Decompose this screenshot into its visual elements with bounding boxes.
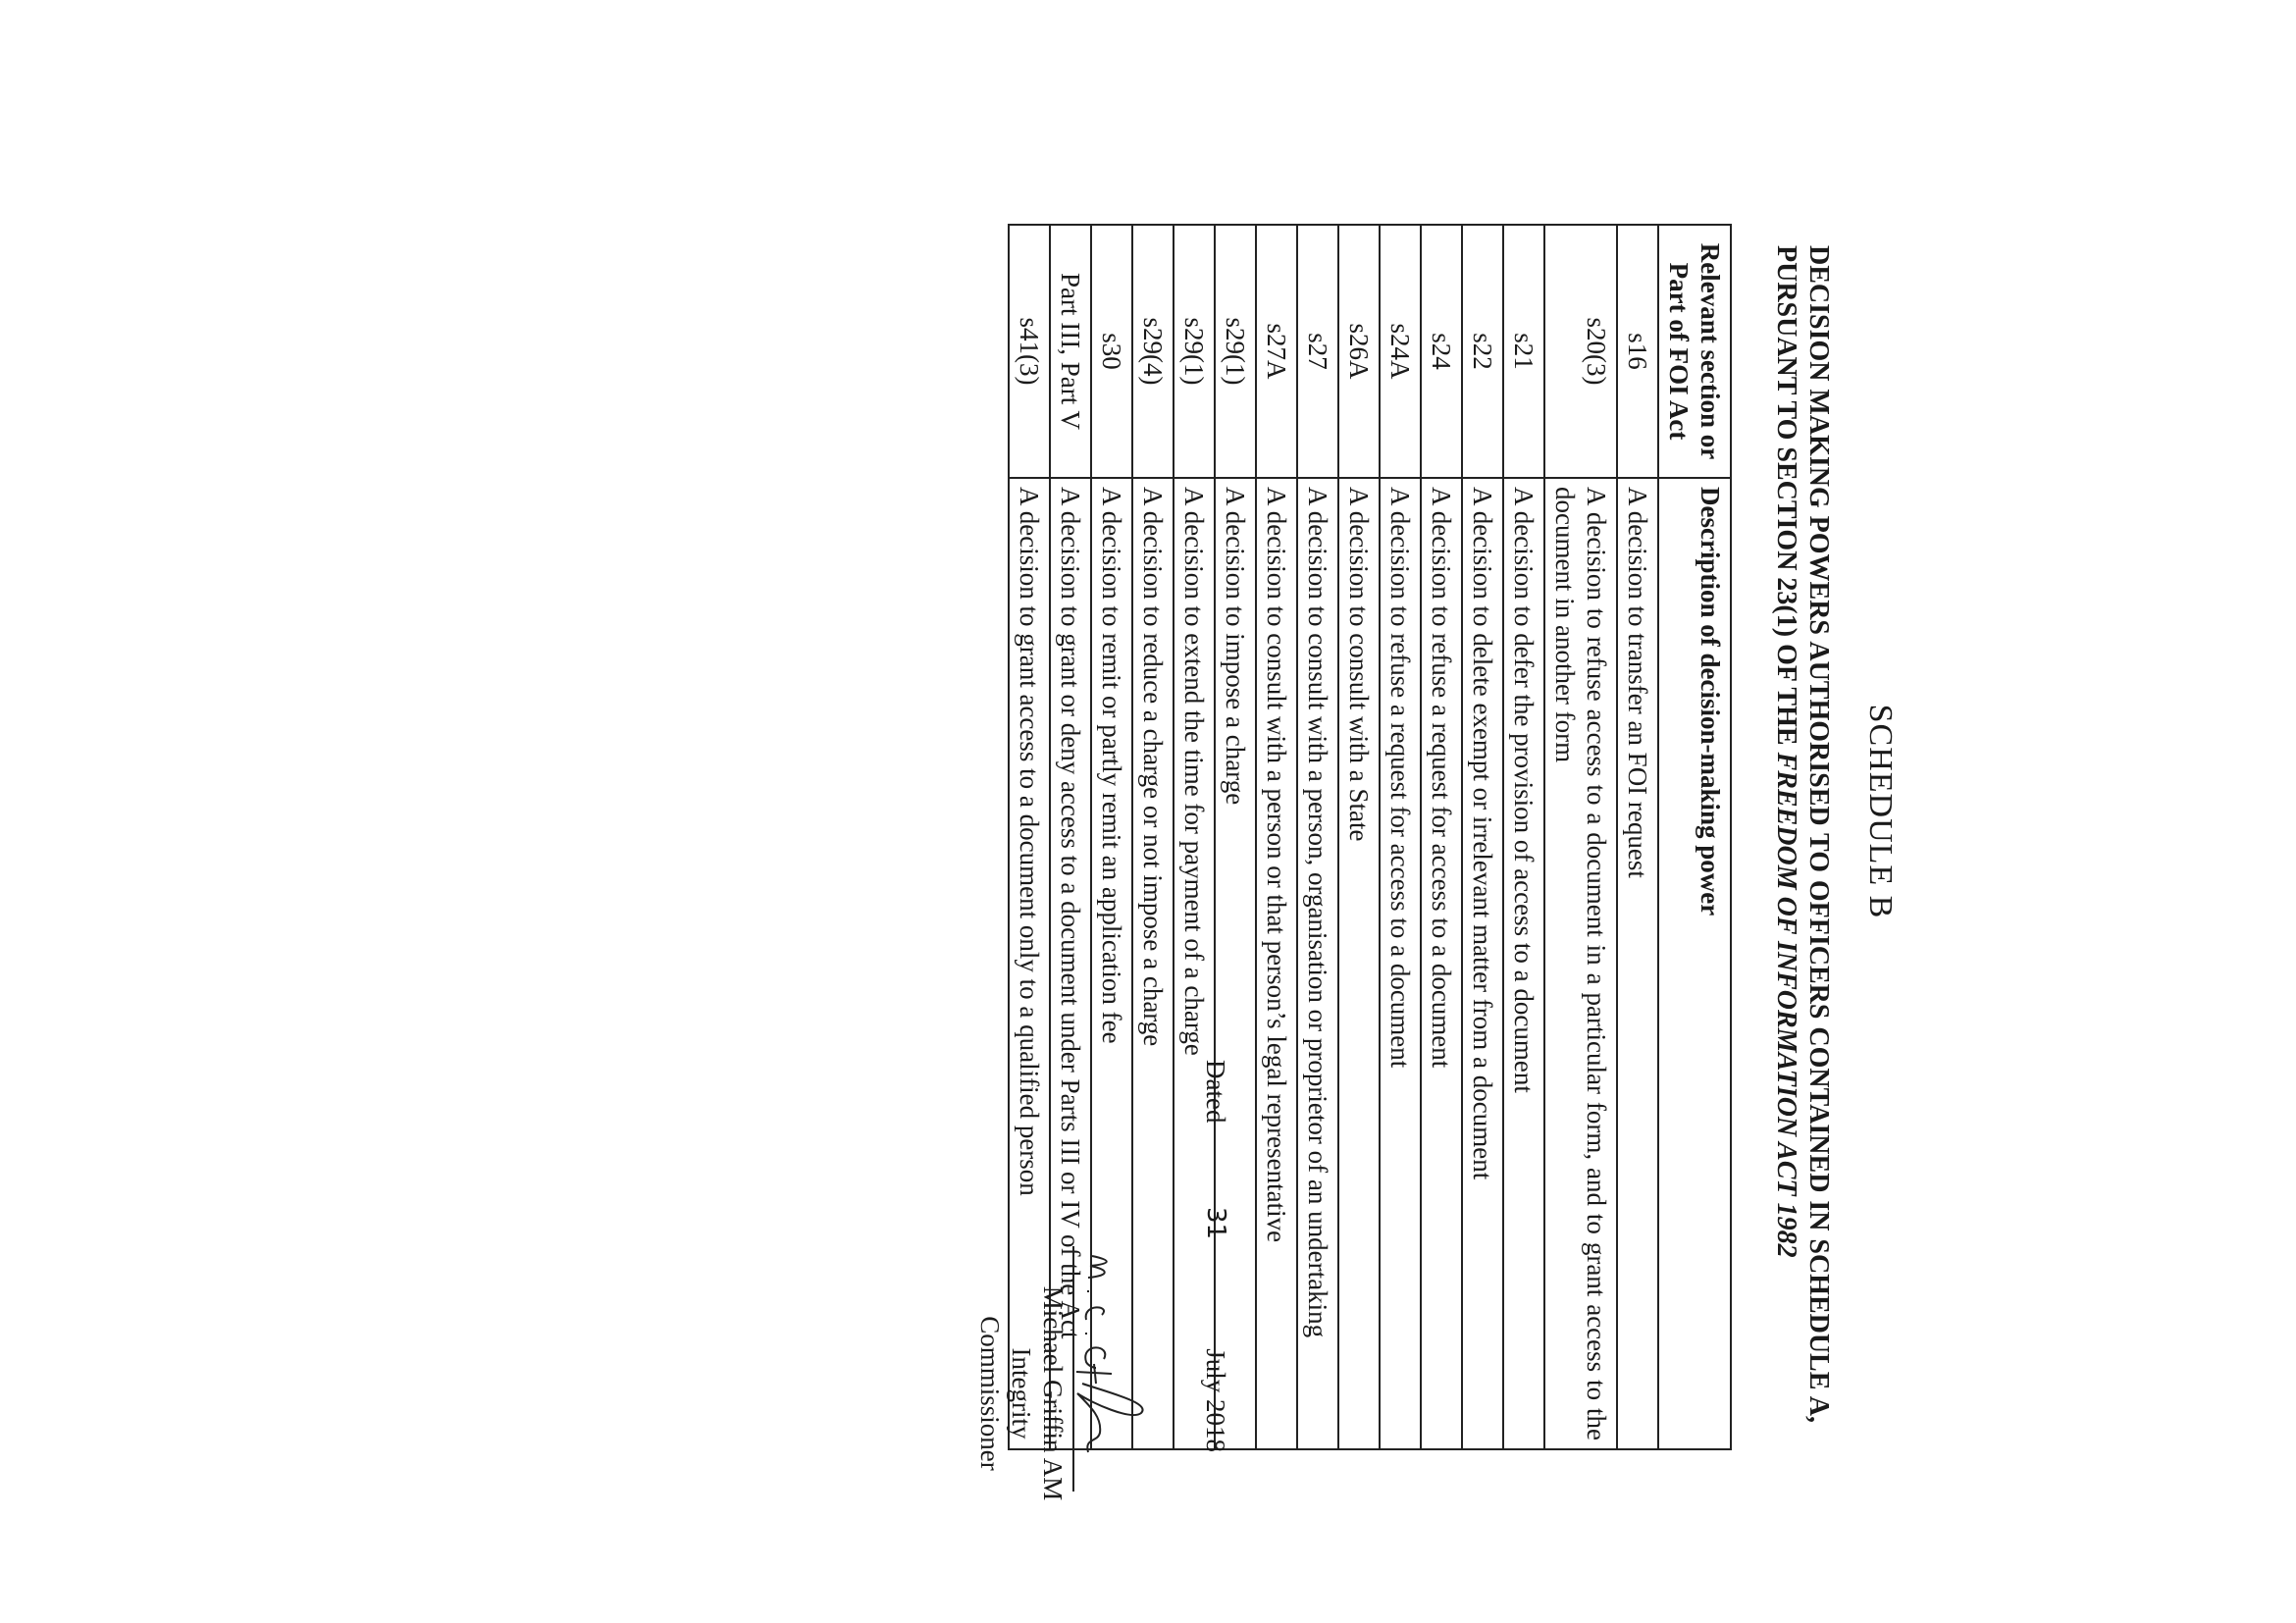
section-cell: s20(3)	[1544, 225, 1617, 478]
column-header-section: Relevant section or Part of FOI Act	[1658, 225, 1731, 478]
signatory-name: Michael Griffin AM	[1038, 1285, 1068, 1501]
table-row	[1544, 225, 1617, 1449]
section-cell: s41(3)	[1009, 225, 1050, 478]
description-cell: A decision to remit or partly remit an application fee	[1091, 478, 1132, 1449]
dated-day: 31	[1201, 1207, 1230, 1240]
section-cell: Part III, Part V	[1050, 225, 1091, 478]
section-cell: s22	[1462, 225, 1503, 478]
dated-label: Dated	[1201, 1060, 1230, 1124]
handwritten-signature	[1063, 1246, 1171, 1482]
description-cell: A decision to refuse access to a document in a particular form, and to grant access to the document in another form	[1544, 478, 1617, 1449]
table-header-row	[1658, 225, 1731, 1449]
description-cell: A decision to reduce a charge or not impose a charge	[1132, 478, 1174, 1449]
description-cell: A decision to refuse a request for access to a document	[1380, 478, 1421, 1449]
section-cell: s24	[1421, 225, 1462, 478]
description-cell: A decision to grant access to a document only to a qualified person	[1009, 478, 1050, 1449]
table-row	[1617, 225, 1658, 1449]
subheading-main: DECISION MAKING POWERS AUTHORISED TO OFFICERS CONTAINED IN SCHEDULE A, PURSUANT TO SECTION 23(1) OF THE	[1771, 245, 1834, 1423]
section-cell: s26A	[1338, 225, 1380, 478]
section-cell: s29(1)	[1215, 225, 1256, 478]
signature-line	[1072, 1246, 1074, 1492]
description-cell: A decision to consult with a person, organisation or proprietor of an undertaking	[1297, 478, 1338, 1449]
dated-line	[1196, 1060, 1231, 1472]
signatory-title: Integrity Commissioner	[975, 1316, 1036, 1471]
section-cell: s27	[1297, 225, 1338, 478]
description-cell: A decision to delete exempt or irrelevant matter from a document	[1462, 478, 1503, 1449]
description-cell: A decision to defer the provision of access to a document	[1503, 478, 1544, 1449]
description-cell: A decision to grant or deny access to a document under Parts III or IV of the Act	[1050, 478, 1091, 1449]
description-cell: A decision to consult with a person or that person’s legal representative	[1256, 478, 1297, 1449]
schedule-subheading	[1770, 245, 1835, 1423]
section-cell: s16	[1617, 225, 1658, 478]
schedule-heading: SCHEDULE B	[1862, 704, 1899, 919]
section-cell: s21	[1503, 225, 1544, 478]
description-cell: A decision to consult with a State	[1338, 478, 1380, 1449]
table-row	[1256, 225, 1297, 1449]
table-row	[1338, 225, 1380, 1449]
subheading-act-title: FREEDOM OF INFORMATION ACT 1982	[1771, 752, 1801, 1258]
table-row	[1380, 225, 1421, 1449]
table-row	[1009, 225, 1050, 1449]
section-cell: s29(4)	[1132, 225, 1174, 478]
dated-month-year: July 2018	[1201, 1348, 1230, 1452]
section-cell: s24A	[1380, 225, 1421, 478]
table-row	[1421, 225, 1462, 1449]
description-cell: A decision to refuse a request for access to a document	[1421, 478, 1462, 1449]
description-cell: A decision to impose a charge	[1215, 478, 1256, 1449]
description-cell: A decision to extend the time for payment of a charge	[1174, 478, 1215, 1449]
section-cell: s29(1)	[1174, 225, 1215, 478]
section-cell: s30	[1091, 225, 1132, 478]
section-cell: s27A	[1256, 225, 1297, 478]
table-row	[1503, 225, 1544, 1449]
table-row	[1462, 225, 1503, 1449]
table-row	[1297, 225, 1338, 1449]
column-header-description: Description of decision-making power	[1658, 478, 1731, 1449]
description-cell: A decision to transfer an FOI request	[1617, 478, 1658, 1449]
